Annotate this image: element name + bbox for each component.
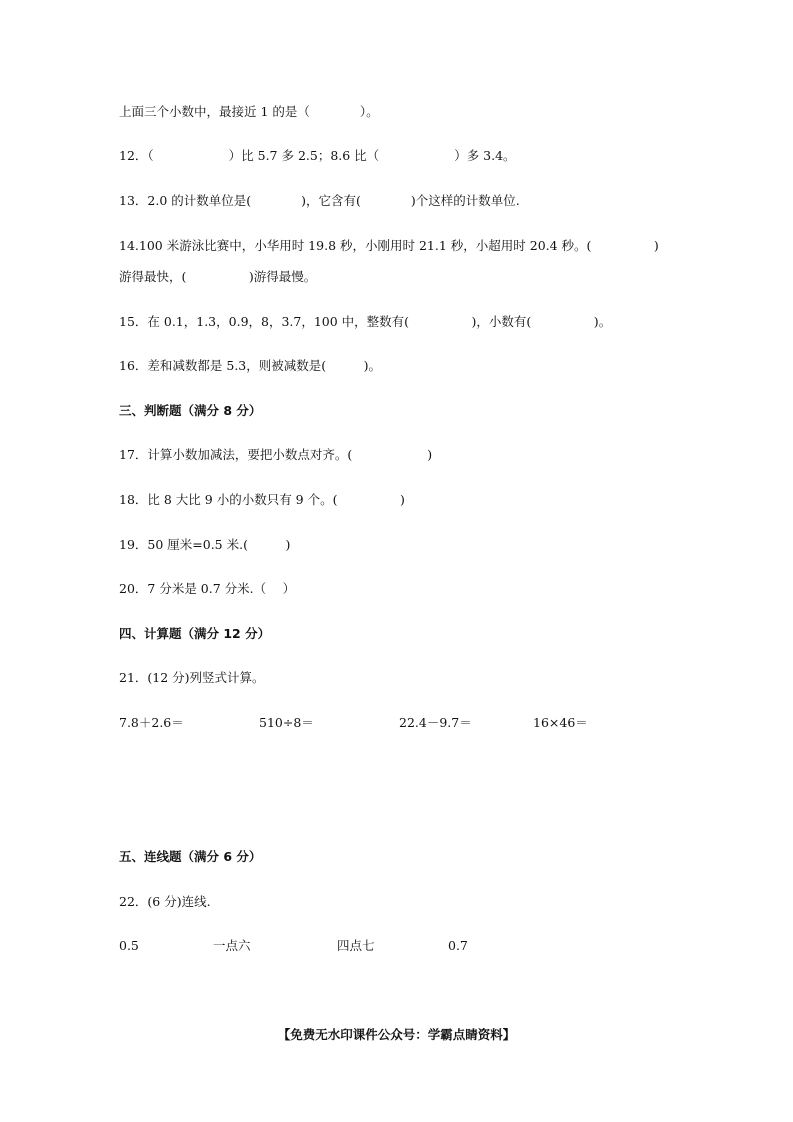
calc-item: 510÷8＝ <box>259 715 314 730</box>
match-item: 一点六 <box>213 938 251 953</box>
question-22-text: 22．(6 分)连线. <box>119 894 211 909</box>
question-20-text: 20．7 分米是 0.7 分米.（ ） <box>119 581 296 596</box>
question-17-text: 17．计算小数加减法，要把小数点对齐。( ) <box>119 447 433 462</box>
question-14-text: 14.100 米游泳比赛中，小华用时 19.8 秒，小刚用时 21.1 秒，小超用时 20.4 秒。( ) <box>119 238 659 253</box>
calc-item: 7.8＋2.6＝ <box>119 715 184 730</box>
section-5-heading: 五、连线题（满分 6 分） <box>119 849 262 864</box>
section-3-heading: 三、判断题（满分 8 分） <box>119 403 262 418</box>
footer-note: 【免费无水印课件公众号：学霸点睛资料】 <box>277 1027 516 1042</box>
question-18-text: 18．比 8 大比 9 小的小数只有 9 个。( ) <box>119 492 405 507</box>
question-19-text: 19．50 厘米=0.5 米.( ) <box>119 537 291 552</box>
question-16-text: 16．差和减数都是 5.3，则被减数是( )。 <box>119 358 382 373</box>
question-13-text: 13．2.0 的计数单位是( )，它含有( )个这样的计数单位. <box>119 193 520 208</box>
match-item: 四点七 <box>337 938 375 953</box>
calc-item: 16×46＝ <box>533 715 588 730</box>
question-11-text: 上面三个小数中，最接近 1 的是（ ）。 <box>119 104 379 119</box>
question-14-text-cont: 游得最快，( )游得最慢。 <box>119 269 317 284</box>
question-21-text: 21．(12 分)列竖式计算。 <box>119 670 265 685</box>
question-12-text: 12．（ ）比 5.7 多 2.5；8.6 比（ ）多 3.4。 <box>119 148 516 163</box>
match-item: 0.7 <box>448 938 468 953</box>
question-15-text: 15．在 0.1，1.3，0.9，8，3.7，100 中，整数有( )，小数有( )。 <box>119 314 612 329</box>
match-item: 0.5 <box>119 938 139 953</box>
section-4-heading: 四、计算题（满分 12 分） <box>119 626 271 641</box>
calc-item: 22.4－9.7＝ <box>399 715 472 730</box>
